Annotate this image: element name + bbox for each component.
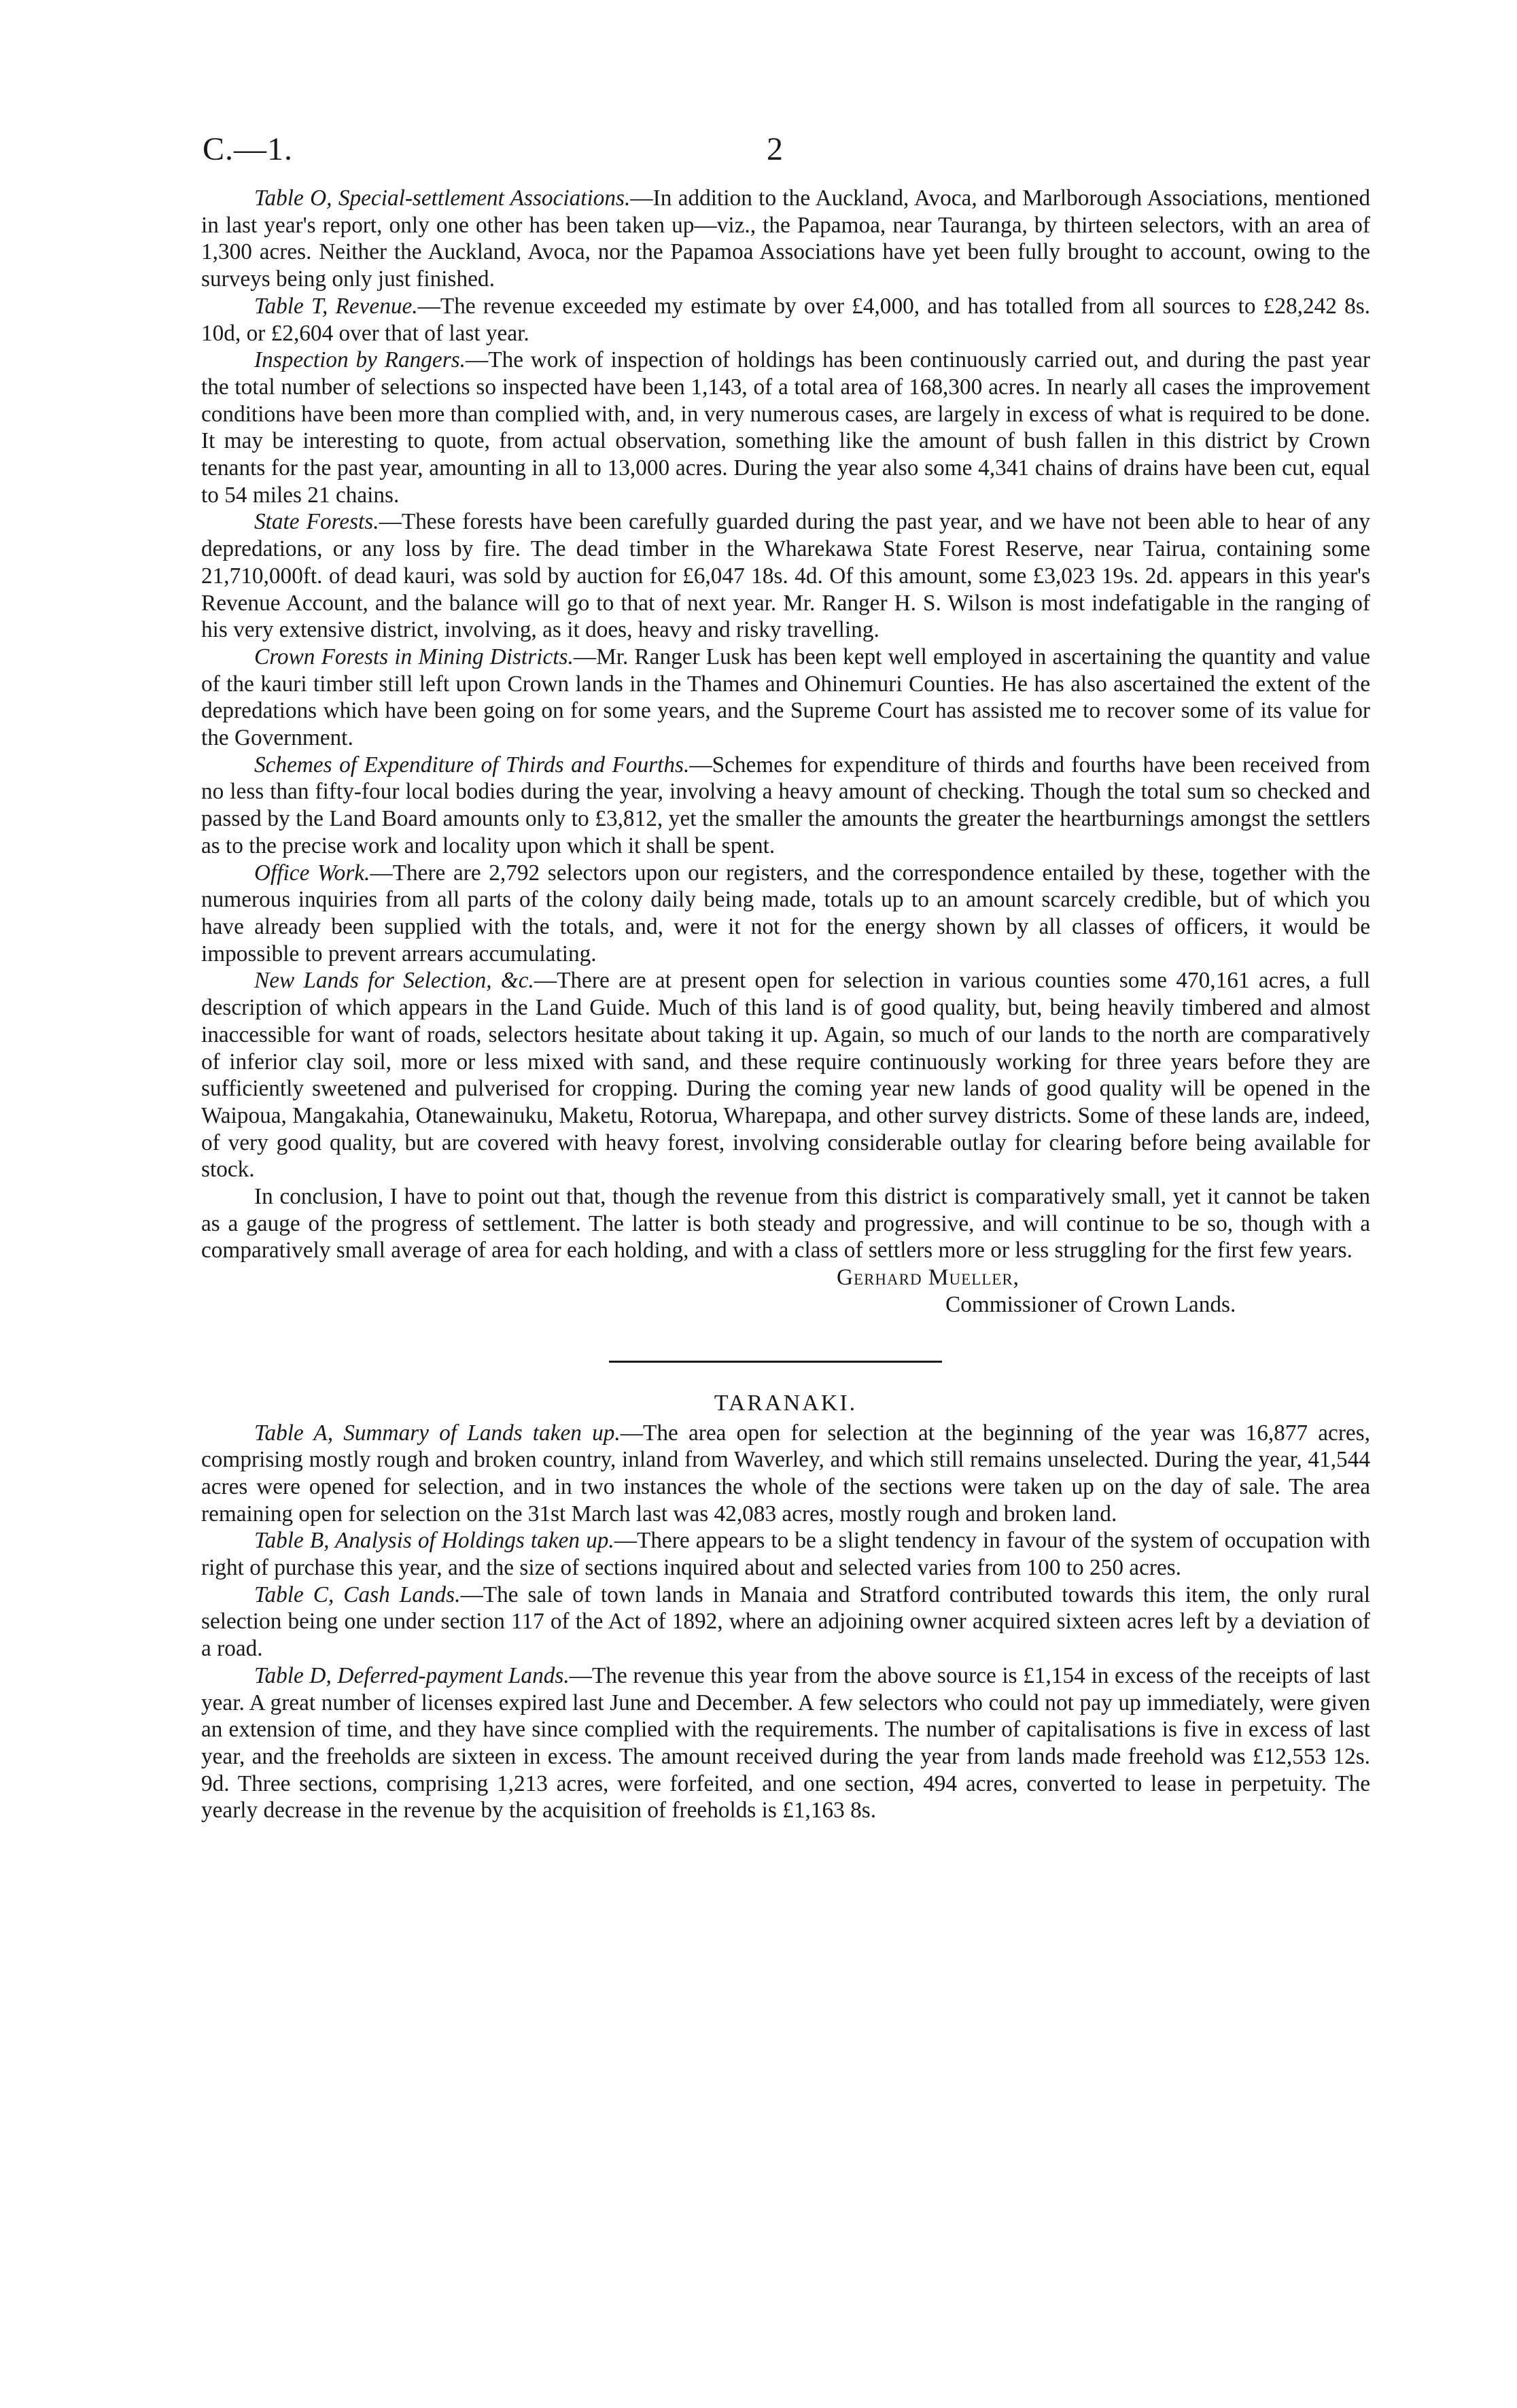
paragraph-text: —Schemes for expenditure of thirds and fourths have been received from no less than fifty-four local bodies during the year, involving a heavy amount of checking. Though the total sum so checked and passed by the Land Board amounts only to £3,812, yet the smaller the amounts the greater the heartburnings amongst the settlers as to the precise work and locality upon which it shall be spent.	[201, 752, 1370, 858]
paragraph	[201, 644, 1370, 752]
paragraph-heading: Table T, Revenue.	[254, 293, 418, 319]
paragraph-heading: State Forests.	[254, 509, 379, 535]
paragraph-heading: Office Work.	[254, 860, 370, 886]
paragraph-text: —There appears to be a slight tendency in favour of the system of occupation with right of purchase this year, and the size of sections inquired about and selected varies from 100 to 250 acres.	[201, 1528, 1370, 1581]
paragraph-heading: New Lands for Selection, &c.	[254, 968, 534, 994]
paragraph-text: —The revenue this year from the above source is £1,154 in excess of the receipts of last year. A great number of licenses expired last June and December. A few selectors who could not pay up immediately, were given an extension of time, and they have since complied with the requirements. The number of capitalisations is five in excess of last year, and the freeholds are sixteen in excess. The amount received during the year from lands made freehold was £12,553 12s. 9d. Three sections, comprising 1,213 acres, were forfeited, and one section, 494 acres, converted to lease in perpetuity. The yearly decrease in the revenue by the acquisition of freeholds is £1,163 8s.	[201, 1662, 1370, 1824]
paragraph-heading: Table D, Deferred-payment Lands.	[254, 1662, 570, 1688]
paragraph-text: —The work of inspection of holdings has been continuously carried out, and during the past year the total number of selections so inspected have been 1,143, of a total area of 168,300 acres. In nearly all cases the improvement conditions have been more than complied with, and, in very numerous cases, are largely in excess of what is required to be done. It may be interesting to quote, from actual observation, something like the amount of bush fallen in this district by Crown tenants for the past year, amounting in all to 13,000 acres. During the year also some 4,341 chains of drains have been cut, equal to 54 miles 21 chains.	[201, 347, 1370, 508]
paragraph	[201, 347, 1370, 508]
section-divider	[609, 1361, 942, 1363]
signature-name: Gerhard Mueller,	[837, 1265, 1020, 1291]
paragraph-text: —These forests have been carefully guarded during the past year, and we have not been able to hear of any depredations, or any loss by fire. The dead timber in the Wharekawa State Forest Reserve, near Tairua, containing some 21,710,000ft. of dead kauri, was sold by auction for £6,047 18s. 4d. Of this amount, some £3,023 19s. 2d. appears in this year's Revenue Account, and the balance will go to that of next year. Mr. Ranger H. S. Wilson is most indefatigable in the ranging of his very extensive district, involving, as it does, heavy and risky travelling.	[201, 509, 1371, 643]
paragraph	[201, 1183, 1370, 1264]
paragraph-heading: Schemes of Expenditure of Thirds and Fourths.	[254, 752, 690, 778]
paragraph	[201, 293, 1370, 347]
page-number: 2	[767, 131, 783, 167]
paragraph-text: —The sale of town lands in Manaia and Stratford contributed towards this item, the only rural selection being one under section 117 of the Act of 1892, where an adjoining owner acquired sixteen acres left by a deviation of a road.	[201, 1582, 1370, 1662]
paragraph	[201, 508, 1370, 644]
paragraph-heading: Table C, Cash Lands.	[254, 1582, 461, 1607]
paragraph-heading: Table O, Special-settlement Associations.	[254, 186, 631, 211]
paragraph-text: —The revenue exceeded my estimate by over £4,000, and has totalled from all sources to £28,242 8s. 10d, or £2,604 over that of last year.	[201, 293, 1371, 346]
paragraph	[201, 1420, 1370, 1528]
paragraph	[201, 1527, 1370, 1581]
paragraph	[201, 752, 1370, 860]
paragraph-heading: Crown Forests in Mining Districts.	[254, 644, 574, 669]
document-code: C.—1.	[203, 131, 294, 167]
signature-title: Commissioner of Crown Lands.	[945, 1291, 1236, 1317]
paragraph-text: —There are at present open for selection in various counties some 470,161 acres, a full description of which appears in the Land Guide. Much of this land is of good quality, but, being heavily timbered and almost inaccessible for want of roads, selectors hesitate about taking it up. Again, so much of our lands to the north are comparatively of inferior clay soil, more or less mixed with sand, and these require continuously working for three years before they are sufficiently sweetened and pulverised for cropping. During the coming year new lands of good quality will be opened in the Waipoua, Mangakahia, Otanewainuku, Maketu, Rotorua, Wharepapa, and other survey districts. Some of these lands are, indeed, of very good quality, but are covered with heavy forest, involving considerable outlay for clearing before being available for stock.	[201, 968, 1371, 1183]
paragraph-text: —The area open for selection at the beginning of the year was 16,877 acres, comprising mostly rough and broken country, inland from Waverley, and which still remains unselected. During the year, 41,544 acres were opened for selection, and in two instances the whole of the sections were taken up on the day of sale. The area remaining open for selection on the 31st March last was 42,083 acres, mostly rough and broken land.	[201, 1420, 1370, 1526]
document-body	[201, 185, 1370, 1824]
paragraph-heading: Table A, Summary of Lands taken up.	[254, 1420, 621, 1446]
paragraph	[201, 1662, 1370, 1824]
paragraph-text: —There are 2,792 selectors upon our registers, and the correspondence entailed by these, together with the numerous inquiries from all parts of the colony daily being made, totals up to an amount scarcely credible, but of which you have already been supplied with the totals, and, were it not for the energy shown by all classes of officers, it would be impossible to prevent arrears accumulating.	[201, 860, 1371, 966]
paragraph-text: —Mr. Ranger Lusk has been kept well employed in ascertaining the quantity and value of the kauri timber still left upon Crown lands in the Thames and Ohinemuri Counties. He has also ascertained the extent of the depredations which have been going on for some years, and the Supreme Court has assisted me to recover some of its value for the Government.	[201, 644, 1371, 751]
paragraph-text: —In addition to the Auckland, Avoca, and Marlborough Associations, mentioned in last year's report, only one other has been taken up—viz., the Papamoa, near Tauranga, by thirteen selectors, with an area of 1,300 acres. Neither the Auckland, Avoca, nor the Papamoa Associations have yet been fully brought to account, owing to the surveys being only just finished.	[201, 186, 1371, 292]
paragraph	[201, 967, 1370, 1183]
paragraph	[201, 185, 1370, 293]
paragraph	[201, 860, 1370, 968]
paragraph-heading: Table B, Analysis of Holdings taken up.	[254, 1528, 614, 1554]
paragraph	[201, 1582, 1370, 1662]
paragraph-heading: Inspection by Rangers.	[254, 347, 466, 373]
section-title: TARANAKI.	[714, 1390, 858, 1416]
paragraph-text: In conclusion, I have to point out that, though the revenue from this district is comparatively small, yet it cannot be taken as a gauge of the progress of settlement. The latter is both steady and progressive, and will continue to be so, though with a comparatively small average of area for each holding, and with a class of settlers more or less struggling for the first few years.	[201, 1184, 1370, 1263]
